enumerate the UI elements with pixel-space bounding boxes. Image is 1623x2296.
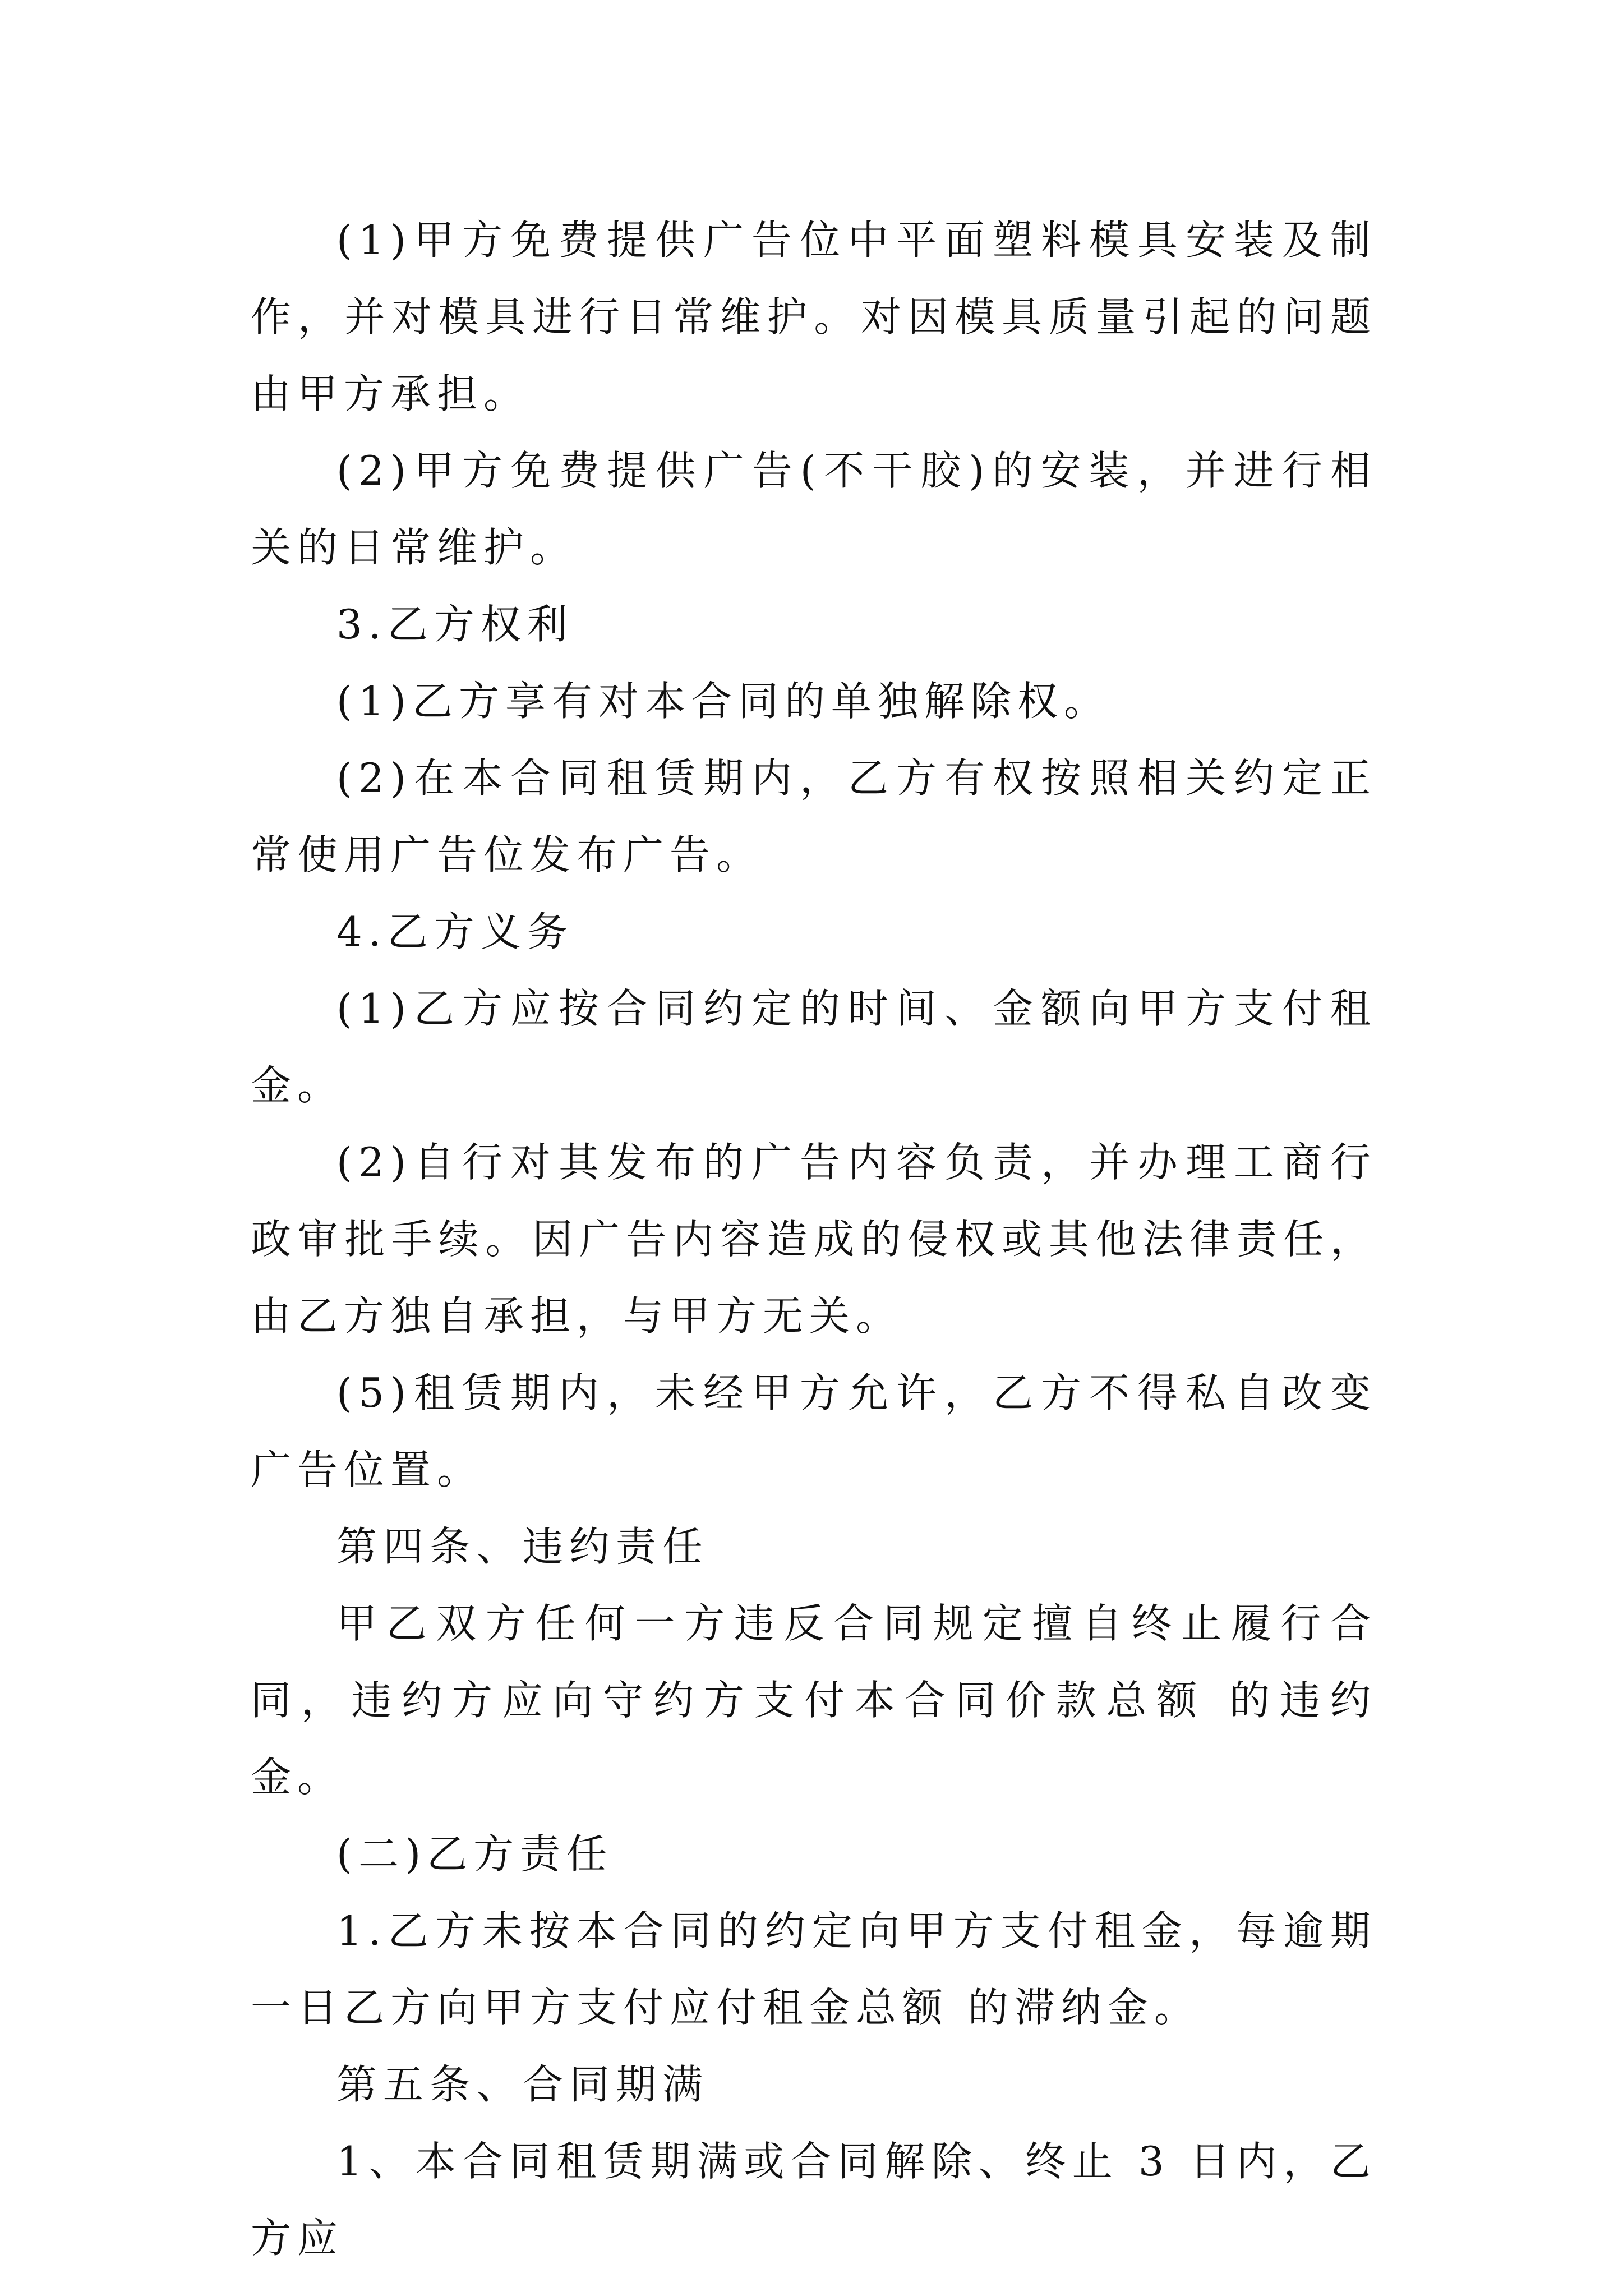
heading-party-b-liability: (二)乙方责任 bbox=[336, 1830, 614, 1878]
paragraph-party-b-termination-right: (1)乙方享有对本合同的单独解除权。 bbox=[336, 678, 1110, 725]
heading-article-four-breach: 第四条、违约责任 bbox=[336, 1523, 709, 1570]
paragraph-party-b-pay-rent: (1)乙方应按合同约定的时间、金额向甲方支付租金。 bbox=[251, 985, 1377, 1109]
paragraph-party-a-sticker-install: (2)甲方免费提供广告(不干胶)的安装，并进行相关的日常维护。 bbox=[251, 447, 1377, 571]
paragraph-party-a-mold-maintenance: (1)甲方免费提供广告位中平面塑料模具安装及制作，并对模具进行日常维护。对因模具质量引起的问题由甲方承担。 bbox=[251, 217, 1377, 417]
heading-party-b-obligations: 4.乙方义务 bbox=[336, 908, 574, 955]
paragraph-expiry-clause: 1、本合同租赁期满或合同解除、终止 3 日内，乙方应 bbox=[251, 2138, 1377, 2262]
paragraph-breach-penalty: 甲乙双方任何一方违反合同规定擅自终止履行合同，违约方应向守约方支付本合同价款总额 的违约金。 bbox=[251, 1600, 1377, 1801]
paragraph-party-b-no-relocation: (5)租赁期内，未经甲方允许，乙方不得私自改变广告位置。 bbox=[251, 1369, 1377, 1493]
heading-article-five-expiry: 第五条、合同期满 bbox=[336, 2061, 709, 2108]
heading-party-b-rights: 3.乙方权利 bbox=[336, 601, 574, 648]
paragraph-late-payment-fee: 1.乙方未按本合同的约定向甲方支付租金，每逾期一日乙方向甲方支付应付租金总额 的滞纳金。 bbox=[251, 1907, 1377, 2031]
paragraph-party-b-ad-usage: (2)在本合同租赁期内，乙方有权按照相关约定正常使用广告位发布广告。 bbox=[251, 754, 1377, 878]
paragraph-party-b-ad-content: (2)自行对其发布的广告内容负责，并办理工商行政审批手续。因广告内容造成的侵权或其他法律责任，由乙方独自承担，与甲方无关。 bbox=[251, 1139, 1377, 1340]
document-body bbox=[251, 202, 1377, 2277]
